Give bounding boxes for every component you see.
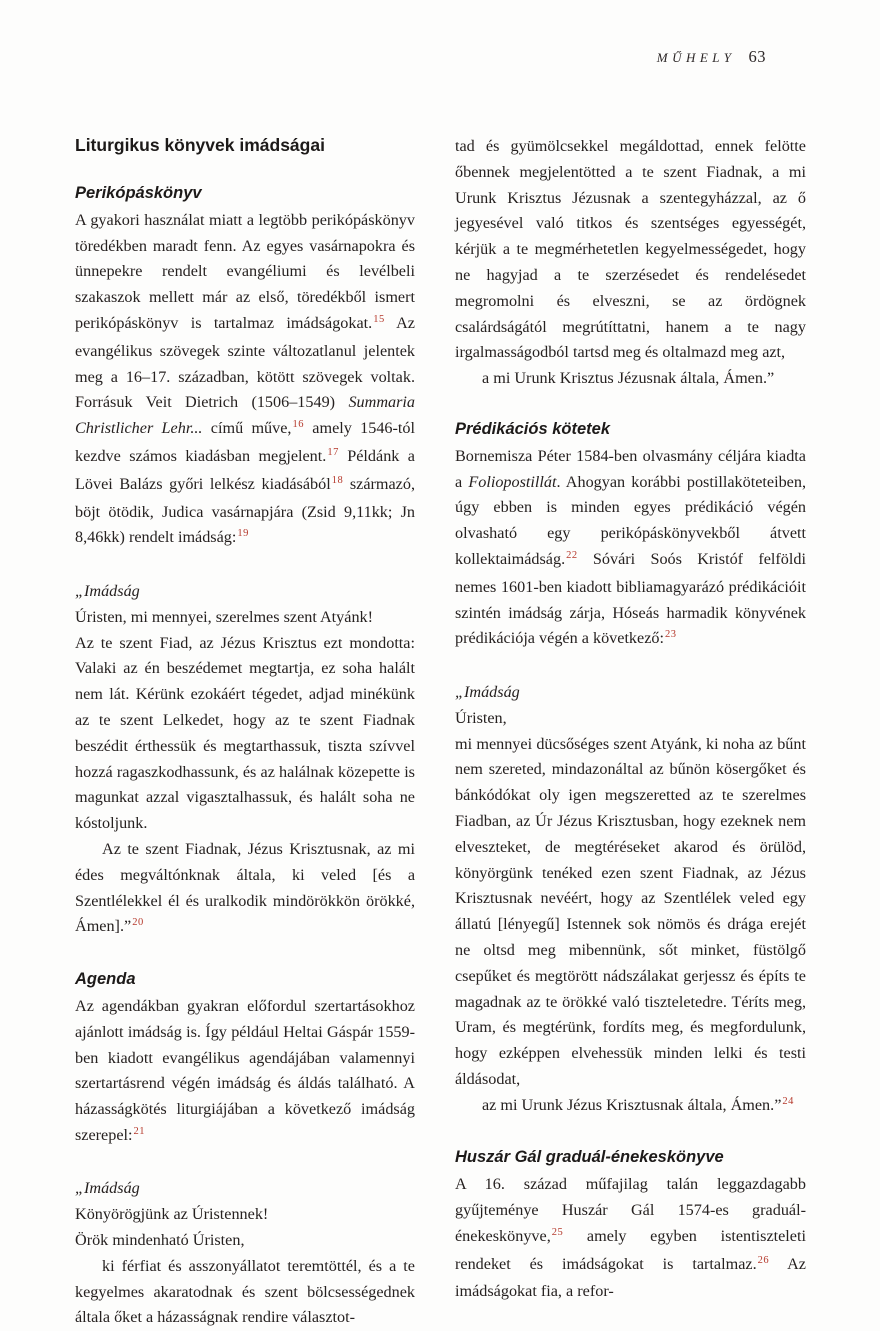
left-column [75,134,415,1331]
text-run: Agenda [75,969,136,988]
section-heading [455,1146,806,1168]
body-paragraph [455,444,806,654]
text-run: tad és gyümölcsekkel megáldottad, ennek felötte őbennek megjelentötted a te szent Fiadnak, a mi Urunk Krisztus Jézusnak a szentegyházzal, az ő jegyesével való titkos és szentséges egyességét, kérjük a te megmérhetetlen kegyelmességedet, hogy ne hagyjad a te szerzésedet és rendelésedet megromolni és elveszni, se az ördögnek csalárdságától megrútíttatni, hanem a te nagy irgalmasságodból tartsd meg és oltalmazd meg azt, [455,137,806,362]
text-run: Példánk a Lövei Balázs győri lelkész kiadásából [75,446,415,493]
quote-paragraph [455,134,806,366]
text-run: származó, böjt ötödik, Judica vasárnapjára (Zsid 9,11kk; Jn 8,46kk) rendelt imádság: [75,474,415,547]
text-run: Huszár Gál graduál-énekeskönyve [455,1148,724,1167]
footnote-ref: 22 [566,549,578,561]
quote-paragraph [455,1093,806,1121]
footnote-ref: 21 [133,1125,146,1137]
body-paragraph [75,208,415,553]
text-run: Örök mindenható Úristen, [75,1231,245,1250]
text-run: Az agendákban gyakran előfordul szertartásokhoz ajánlott imádság is. Így például Heltai Gáspár 1559-ben kiadott evangélikus agendájában valamennyi szertartásrend végén imádság és áldás található. A házasságkötés liturgiájában a következő imádság szerepel: [75,996,415,1144]
footnote-ref: 16 [292,419,304,431]
text-run: A 16. század műfajilag talán leggazdagabb gyűjteménye Huszár Gál 1574-es graduál-énekeskönyve, [455,1175,806,1245]
footnote-ref: 18 [331,474,344,486]
text-run: . Ahogyan korábbi postillaköteteiben, úgy ebben is minden egyes prédikáció végén olvasható egy perikópáskönyvekből átvett kollektaimádság. [455,472,807,568]
text-run: Az imádságokat fia, a refor- [455,1254,806,1301]
italic-text: Foliopostillát [468,472,557,491]
page-number: 63 [748,47,766,66]
text-run: Az te szent Fiadnak, Jézus Krisztusnak, az mi édes megváltónknak általa, ki veled [és a Szentlélekkel él és uralkodik mindörökkön örökké, Ámen].” [75,839,415,936]
italic-text: „Imádság [75,581,140,600]
right-column [455,134,806,1331]
footnote-ref: 19 [237,528,249,540]
quote-line [75,579,415,605]
quote-line [455,680,806,706]
quote-paragraph [75,631,415,837]
text-run: amely 1546-tól kezdve számos kiadásban megjelent. [75,419,416,465]
text-run: című műve, [202,419,292,438]
body-paragraph [455,1172,806,1305]
running-head [657,47,766,67]
article-title [75,134,415,156]
text-run: Az evangélikus szövegek szinte változatlanul jelentek meg a 16–17. században, kötött szövegek voltak. Forrásuk Veit Dietrich (1506–1549) [75,313,415,412]
text-run: Prédikációs kötetek [455,419,610,438]
text-run: Az te szent Fiad, az Jézus Krisztus ezt mondotta: Valaki az én beszédemet megtartja, ez soha halált nem lát. Kérünk ezokáért tégedet, adjad minékünk az te szent Lelkedet, hogy az te szent Fiadnak beszédit érthessük és megtarthassuk, tiszta szívvel hozzá ragaszkodhassunk, és az halálnak közepette is magunkat azzal vigasztalhassuk, és halált soha ne kóstoljunk. [75,633,415,833]
text-run: a mi Urunk Krisztus Jézusnak általa, Ámen.” [482,369,775,388]
italic-text: „Imádság [75,1179,140,1198]
section-heading [75,182,415,204]
quote-line [455,706,806,732]
quote-line [75,605,415,631]
text-run: Könyörögjünk az Úristennek! [75,1205,269,1224]
quote-line [75,1176,415,1202]
text-run: Úristen, mi mennyei, szerelmes szent Atyánk! [75,607,374,626]
quote-paragraph [75,837,415,942]
text-run: Bornemisza Péter 1584-ben olvasmány céljára kiadta a [455,446,806,491]
text-run: az mi Urunk Jézus Krisztusnak általa, Ámen.” [482,1095,782,1114]
body-paragraph [75,994,415,1151]
quote-paragraph [455,732,806,1093]
text-run: Sóvári Soós Kristóf felföldi nemes 1601-ben kiadott bibliamagyarázó prédikációit szintén imádság zárja, Hóseás harmadik könyvének prédikációja végén a következő: [455,549,806,648]
quote-line [75,1228,415,1254]
italic-text: „Imádság [455,682,520,701]
footnote-ref: 23 [665,629,677,641]
text-run: ki férfiat és asszonyállatot teremtöttél, és a te kegyelmes akaratodnak és szent bölcsességednek általa őket a házasságnak rendire választot- [75,1256,415,1327]
text-run: mi mennyei dücsőséges szent Atyánk, ki noha az bűnt nem szereted, mindazonáltal az bűnön kösergőket és bánkódókat oly igen megszeretted az te szerelmes Fiadban, az Úr Jézus Krisztusban, hogy ezeknek nem elveszteket, de megtéréseket akarod és örülöd, könyörgünk tenéked ezen szent Fiadnak, az Jézus Krisztusnak nevéért, hogy az Szentlélek veled egy állatú [lényegű] Istennek sok nömös és drága erejét ne oltsd meg mibennünk, sőt minket, füstölgő csepűket és megtörött nádszálakat gerjessz és építs te magadnak az te örökké való tiszteletedre. Téríts meg, Uram, és megtérünk, fordíts meg, és megfordulunk, hogy ezképpen elvehessük minden lelki és testi áldásodat, [455,734,806,1088]
quote-line [75,1202,415,1228]
text-run: A gyakori használat miatt a legtöbb perikópáskönyv töredékben maradt fenn. Az egyes vasárnapokra és ünnepekre rendelt evangéliumi és levélbeli szakaszok mellett már az első, töredékből ismert perikópáskönyv is tartalmaz imádságokat. [75,210,415,332]
footnote-ref: 25 [551,1226,564,1238]
footnote-ref: 17 [327,446,339,458]
text-run: Úristen, [455,708,507,727]
footnote-ref: 20 [132,917,144,929]
section-heading [455,418,806,440]
section-heading [75,968,415,990]
text-run: Perikópáskönyv [75,183,202,202]
journal-section-label: MŰHELY [656,50,736,65]
quote-paragraph [75,1254,415,1331]
text-run: amely egyben istentiszteleti rendeket és imádságokat is tartalmaz. [455,1226,806,1273]
footnote-ref: 15 [373,313,385,325]
quote-paragraph [455,366,806,392]
text-columns [75,134,806,1331]
italic-text: Summaria Christlicher Lehr... [75,393,415,438]
text-run: Liturgikus könyvek imádságai [75,135,325,155]
footnote-ref: 24 [782,1095,794,1107]
footnote-ref: 26 [757,1254,770,1266]
